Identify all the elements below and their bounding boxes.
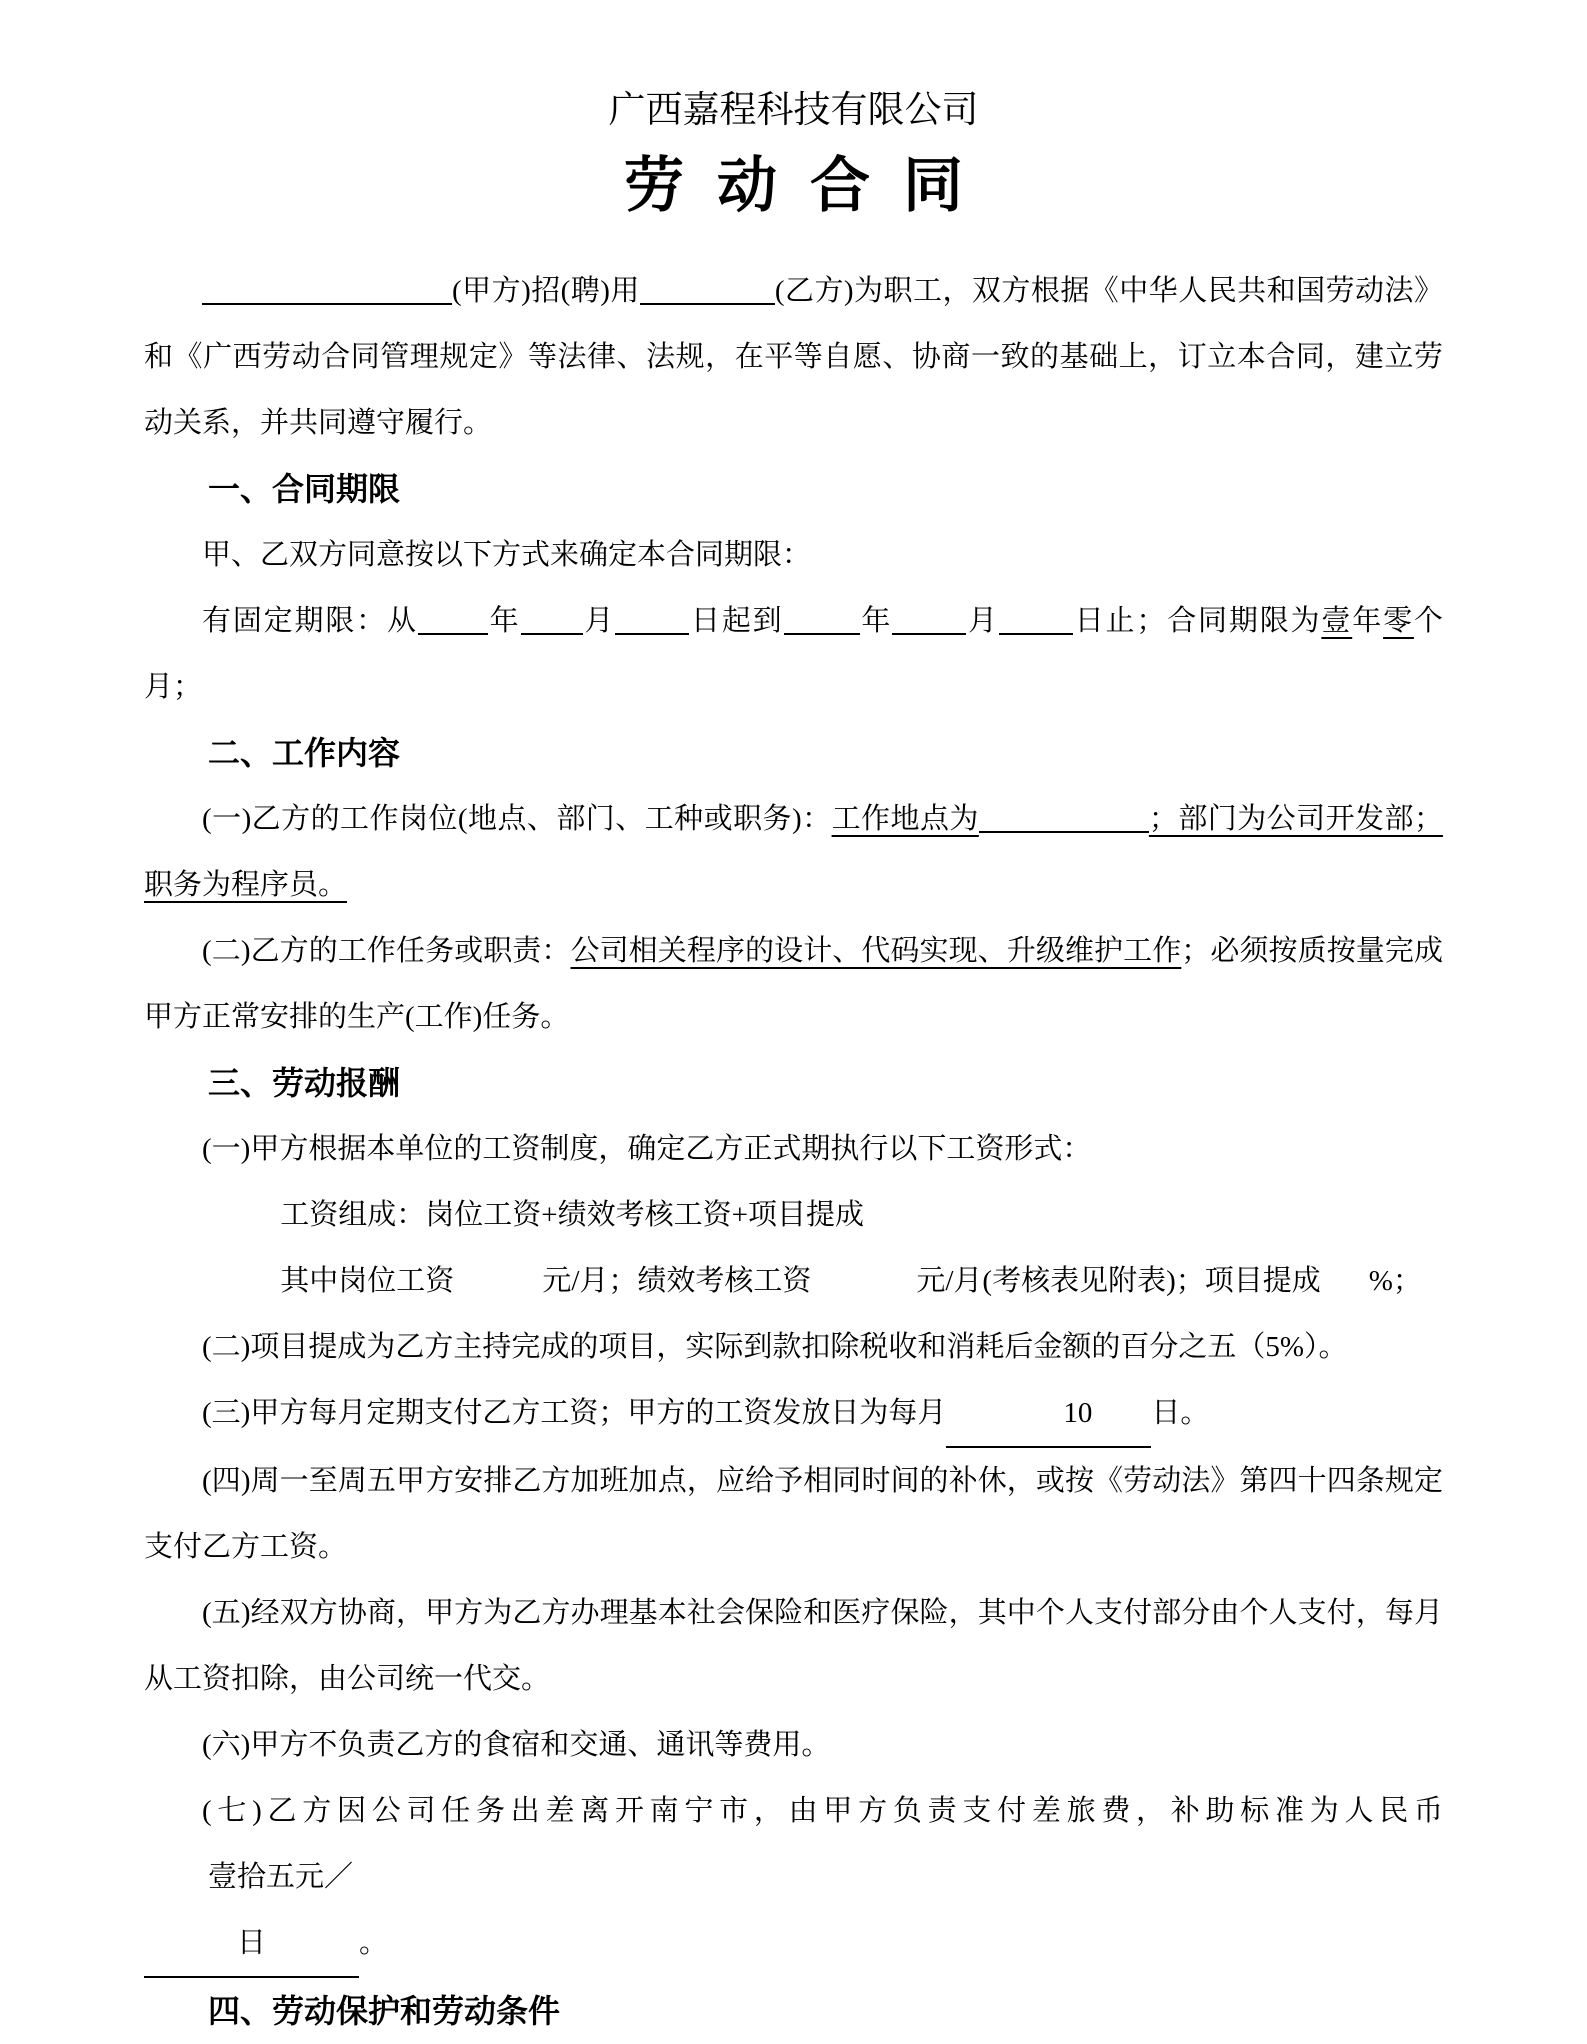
month-label-2: 月 [966, 605, 999, 637]
pay-date-lead: (三)甲方每月定期支付乙方工资；甲方的工资发放日为每月 [202, 1397, 947, 1429]
start-label: 日起到 [689, 605, 784, 637]
wage-form-item: (一)甲方根据本单位的工资制度，确定乙方正式期执行以下工资形式： [202, 1133, 1092, 1165]
pay-date-item [144, 1380, 1443, 1448]
party-a-blank-field [202, 273, 452, 305]
expenses-item: (六)甲方不负责乙方的食宿和交通、通讯等费用。 [202, 1729, 831, 1761]
salary-detail-line [144, 1248, 1443, 1314]
start-month-blank-field [521, 603, 583, 635]
travel-allowance-value: 壹拾五元／日 [144, 1844, 359, 1978]
start-year-blank-field [418, 603, 488, 635]
year-label-2: 年 [859, 605, 893, 637]
pay-day-value: 10 [946, 1380, 1151, 1448]
commission-unit: %； [1368, 1265, 1422, 1297]
fixed-term-lead: 有固定期限：从 [202, 605, 418, 637]
work-location-lead: 工作地点为 [831, 803, 979, 835]
performance-salary-blank-field [811, 1265, 916, 1295]
base-salary-blank-field [454, 1265, 542, 1295]
travel-allowance-tail: 。 [359, 1927, 389, 1959]
intro-party-a-text: (甲方)招(聘)用 [452, 275, 640, 307]
work-duty-detail: 公司相关程序的设计、代码实现、升级维护工作 [570, 935, 1182, 967]
overtime-item: (四)周一至周五甲方安排乙方加班加点，应给予相同时间的补休，或按《劳动法》第四十四条规定支付乙方工资。 [144, 1465, 1443, 1563]
term-years-unit: 年 [1352, 605, 1384, 637]
work-location-blank-field [979, 801, 1149, 833]
work-duty-label: (二)乙方的工作任务或职责： [202, 935, 571, 967]
project-commission-item: (二)项目提成为乙方主持完成的项目，实际到款扣除税收和消耗后金额的百分之五（5%）。 [202, 1331, 1348, 1363]
intro-paragraph [144, 258, 1443, 456]
base-salary-unit: 元/月；绩效考核工资 [542, 1265, 812, 1297]
term-months-value: 零 [1383, 605, 1414, 637]
end-month-blank-field [892, 603, 966, 635]
insurance-item: (五)经双方协商，甲方为乙方办理基本社会保险和医疗保险，其中个人支付部分由个人支付，每月从工资扣除，由公司统一代交。 [144, 1597, 1443, 1695]
section-2-heading: 二、工作内容 [208, 735, 401, 771]
work-position-label: (一)乙方的工作岗位(地点、部门、工种或职务)： [202, 803, 832, 835]
work-position-item [144, 786, 1443, 918]
end-label: 日止；合同期限为 [1072, 605, 1322, 637]
section-1-heading: 一、合同期限 [208, 471, 401, 507]
term-years-value: 壹 [1321, 605, 1353, 637]
end-year-blank-field [784, 603, 860, 635]
company-name: 广西嘉程科技有限公司 [608, 90, 979, 131]
work-duty-item [144, 918, 1443, 1050]
document-title: 劳动合同 [624, 152, 996, 219]
work-duty-rest: ；必须按质按量完成甲方正常安排的生产(工作)任务。 [144, 935, 1443, 1033]
salary-composition-line: 工资组成：岗位工资+绩效考核工资+项目提成 [280, 1199, 865, 1231]
section-4-heading: 四、劳动保护和劳动条件 [208, 1993, 561, 2029]
performance-salary-unit: 元/月(考核表见附表)；项目提成 [916, 1265, 1321, 1297]
work-position-detail: ；部门为公司开发部；职务为程序员。 [144, 803, 1443, 901]
end-day-blank-field [999, 603, 1073, 635]
pay-date-tail: 日。 [1151, 1397, 1210, 1429]
start-day-blank-field [615, 603, 689, 635]
fixed-term-tail: 个月； [144, 605, 1443, 703]
travel-allowance-lead: (七)乙方因公司任务出差离开南宁市，由甲方负责支付差旅费，补助标准为人民币 [202, 1795, 1443, 1827]
fixed-term-line [144, 588, 1443, 720]
section-3-heading: 三、劳动报酬 [208, 1065, 401, 1101]
intro-party-b-text: (乙方)为职工，双方根据《中华人民共和国劳动法》和《广西劳动合同管理规定》等法律、法规，在平等自愿、协商一致的基础上，订立本合同，建立劳动关系，并共同遵守履行。 [144, 275, 1443, 439]
contract-term-agree-line: 甲、乙双方同意按以下方式来确定本合同期限： [202, 539, 812, 571]
base-salary-label: 其中岗位工资 [280, 1265, 455, 1297]
party-b-blank-field [640, 273, 775, 305]
month-label-1: 月 [582, 605, 616, 637]
travel-allowance-item [144, 1778, 1443, 1978]
commission-blank-field [1321, 1265, 1369, 1295]
year-label-1: 年 [487, 605, 521, 637]
